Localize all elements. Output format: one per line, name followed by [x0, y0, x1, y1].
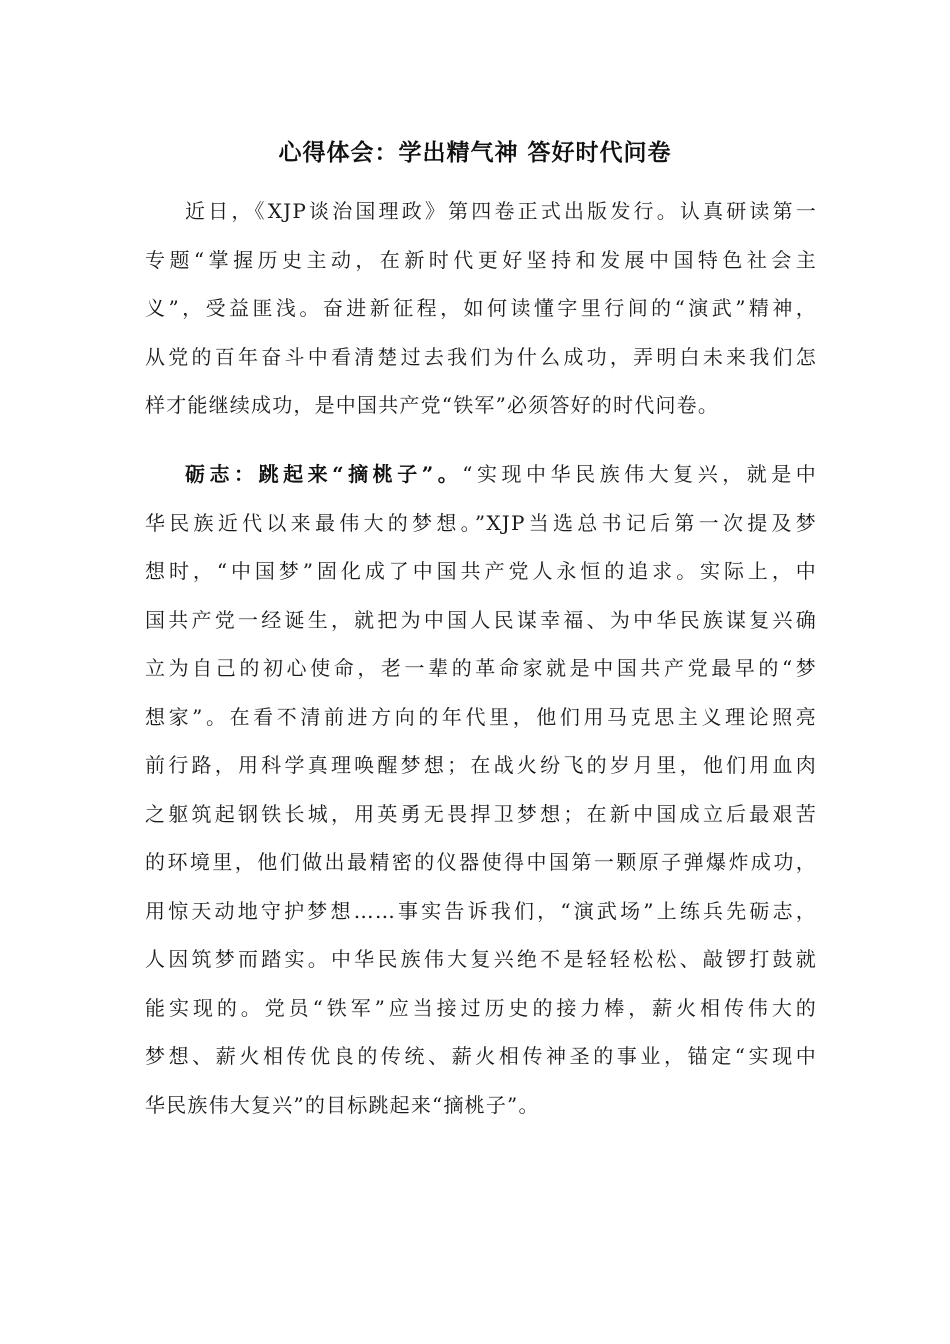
- paragraph-line: 国共产党一经诞生，就把为中国人民谋幸福、为中华民族谋复兴确: [145, 607, 817, 632]
- paragraph-line: 想家”。在看不清前进方向的年代里，他们用马克思主义理论照亮: [145, 704, 817, 729]
- paragraph-line: 从党的百年奋斗中看清楚过去我们为什么成功，弄明白未来我们怎: [145, 344, 817, 369]
- paragraph-line: 梦想、薪火相传优良的传统、薪火相传神圣的事业，锚定“实现中: [145, 1044, 817, 1068]
- paragraph-aspiration: [145, 450, 817, 1129]
- paragraph-line: 用惊天动地守护梦想……事实告诉我们，“演武场”上练兵先砺志，: [145, 898, 817, 923]
- paragraph-first-line-text: “实现中华民族伟大复兴，就是中: [462, 462, 817, 486]
- paragraph-line: 想时，“中国梦”固化成了中国共产党人永恒的追求。实际上，中: [145, 559, 817, 583]
- paragraph-line: 之躯筑起钢铁长城，用英勇无畏捍卫梦想；在新中国成立后最艰苦: [145, 801, 817, 826]
- paragraph-line: 的环境里，他们做出最精密的仪器使得中国第一颗原子弹爆炸成功，: [145, 850, 817, 874]
- paragraph-line: 人因筑梦而踏实。中华民族伟大复兴绝不是轻轻松松、敲锣打鼓就: [145, 947, 817, 971]
- paragraph-line: 义”，受益匪浅。奋进新征程，如何读懂字里行间的“演武”精神，: [145, 296, 817, 320]
- paragraph-intro: [145, 187, 817, 430]
- paragraph-line: 样才能继续成功，是中国共产党“铁军”必须答好的时代问卷。: [145, 393, 720, 417]
- paragraph-line: 近日，《XJP谈治国理政》第四卷正式出版发行。认真研读第一: [185, 199, 817, 223]
- paragraph-line: 立为自己的初心使命，老一辈的革命家就是中国共产党最早的“梦: [145, 656, 817, 680]
- paragraph-line: 能实现的。党员“铁军”应当接过历史的接力棒，薪火相传伟大的: [145, 995, 817, 1020]
- paragraph-line: 华民族近代以来最伟大的梦想。”XJP当选总书记后第一次提及梦: [145, 510, 817, 535]
- paragraph-first-line: [145, 450, 817, 499]
- paragraph-line: 华民族伟大复兴”的目标跳起来“摘桃子”。: [145, 1092, 540, 1117]
- paragraph-line: 专题“掌握历史主动，在新时代更好坚持和发展中国特色社会主: [145, 247, 817, 272]
- paragraph-line: 前行路，用科学真理唤醒梦想；在战火纷飞的岁月里，他们用血肉: [145, 753, 817, 777]
- section-heading-inline: 砺志：跳起来“摘桃子”。: [185, 462, 463, 486]
- document-title: 心得体会：学出精气神 答好时代问卷: [278, 139, 672, 166]
